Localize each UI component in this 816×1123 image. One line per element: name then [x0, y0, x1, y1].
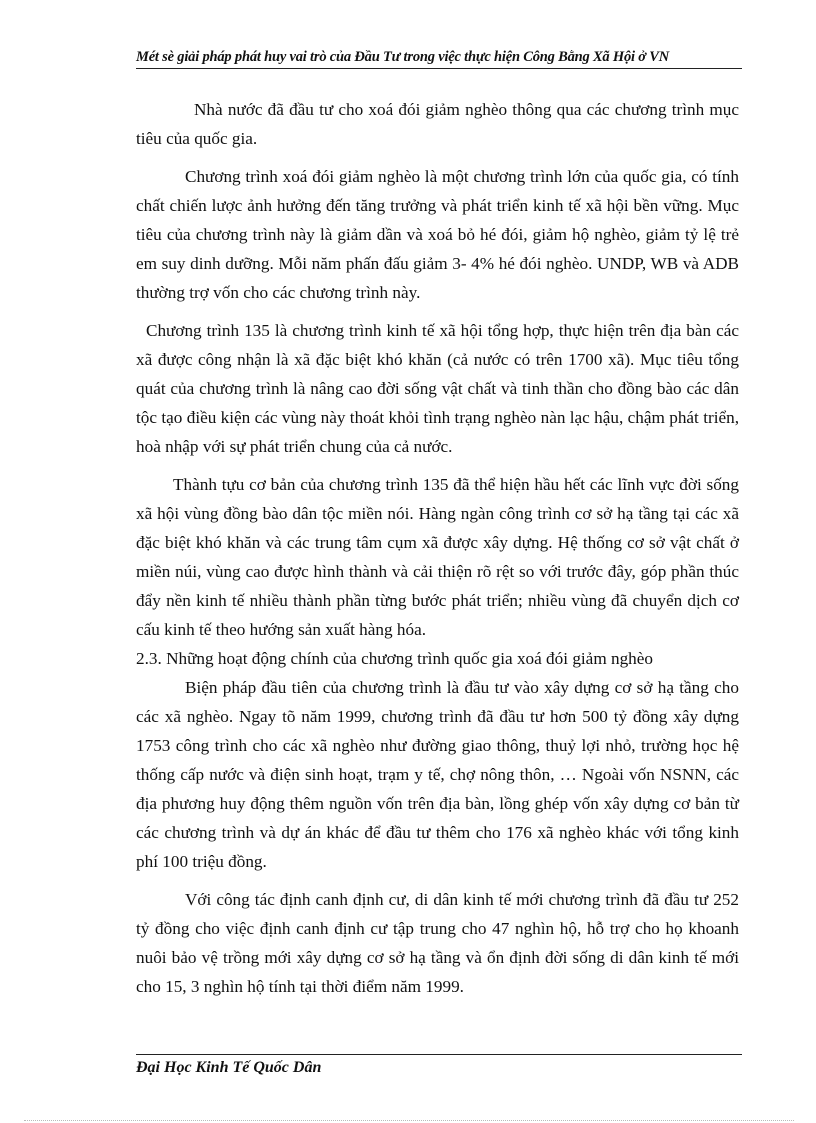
- paragraph-2: Chương trình xoá đói giảm nghèo là một chương trình lớn của quốc gia, có tính chất chiến lược ảnh hưởng đến tăng trưởng và phát triển kinh tế xã hội bền vững. Mục tiêu của chương trình này là giảm dần và xoá bỏ hé đói, giảm hộ nghèo, giảm tỷ lệ trẻ em suy dinh dưỡng. Mỗi năm phấn đấu giảm 3- 4% hé đói nghèo. UNDP, WB và ADB thường trợ vốn cho các chương trình này.: [136, 167, 739, 302]
- header-divider: [136, 68, 742, 69]
- paragraph-4: Thành tựu cơ bản của chương trình 135 đã thể hiện hầu hết các lĩnh vực đời sống xã hội vùng đồng bào dân tộc miền nói. Hàng ngàn công trình cơ sở hạ tầng tại các xã đặc biệt khó khăn và các trung tâm cụm xã được xây dựng. Hệ thống cơ sở vật chất ở miền núi, vùng cao được hình thành và cải thiện rõ rệt so với trước đây, góp phần thúc đẩy nền kinh tế nhiều thành phần từng bước phát triển; nhiều vùng đã chuyển dịch cơ cấu kinh tế theo hướng sản xuất hàng hóa.: [136, 475, 739, 639]
- document-body: [136, 95, 739, 1001]
- section-heading-2-3: 2.3. Những hoạt động chính của chương trình quốc gia xoá đói giảm nghèo: [136, 649, 653, 668]
- paragraph-3: Chương trình 135 là chương trình kinh tế xã hội tổng hợp, thực hiện trên địa bàn các xã được công nhận là xã đặc biệt khó khăn (cả nước có trên 1700 xã). Mục tiêu tổng quát của chương trình là nâng cao đời sống vật chất và tinh thần cho đồng bào các dân tộc tạo điều kiện các vùng này thoát khỏi tình trạng nghèo nàn lạc hậu, chậm phát triển, hoà nhập với sự phát triển chung của cả nước.: [136, 321, 739, 456]
- page-bottom-edge: [24, 1120, 794, 1121]
- paragraph-1: Nhà nước đã đầu tư cho xoá đói giảm nghèo thông qua các chương trình mục tiêu của quốc gia.: [136, 100, 739, 148]
- footer-divider: [136, 1054, 742, 1055]
- paragraph-5: Biện pháp đầu tiên của chương trình là đầu tư vào xây dựng cơ sở hạ tầng cho các xã nghèo. Ngay tõ năm 1999, chương trình đã đầu tư hơn 500 tỷ đồng xây dựng 1753 công trình cho các xã nghèo như đường giao thông, thuỷ lợi nhỏ, trường học hệ thống cấp nước và điện sinh hoạt, trạm y tế, chợ nông thôn, … Ngoài vốn NSNN, các địa phương huy động thêm nguồn vốn trên địa bàn, lồng ghép vốn xây dựng cơ bản từ các chương trình và dự án khác để đầu tư thêm cho 176 xã nghèo khác với tổng kinh phí 100 triệu đồng.: [136, 678, 739, 871]
- page-footer-text: Đại Học Kinh Tế Quốc Dân: [136, 1059, 322, 1076]
- paragraph-6: Với công tác định canh định cư, di dân kinh tế mới chương trình đã đầu tư 252 tỷ đồng cho việc định canh định cư tập trung cho 47 nghìn hộ, hỗ trợ cho họ khoanh nuôi bảo vệ trồng mới xây dựng cơ sở hạ tầng và ổn định đời sống di dân kinh tế mới cho 15, 3 nghìn hộ tính tại thời điểm năm 1999.: [136, 890, 739, 996]
- page-header-title: Mét sè giải pháp phát huy vai trò của Đầu Tư trong việc thực hiện Công Bằng Xã Hội ở VN: [136, 49, 670, 65]
